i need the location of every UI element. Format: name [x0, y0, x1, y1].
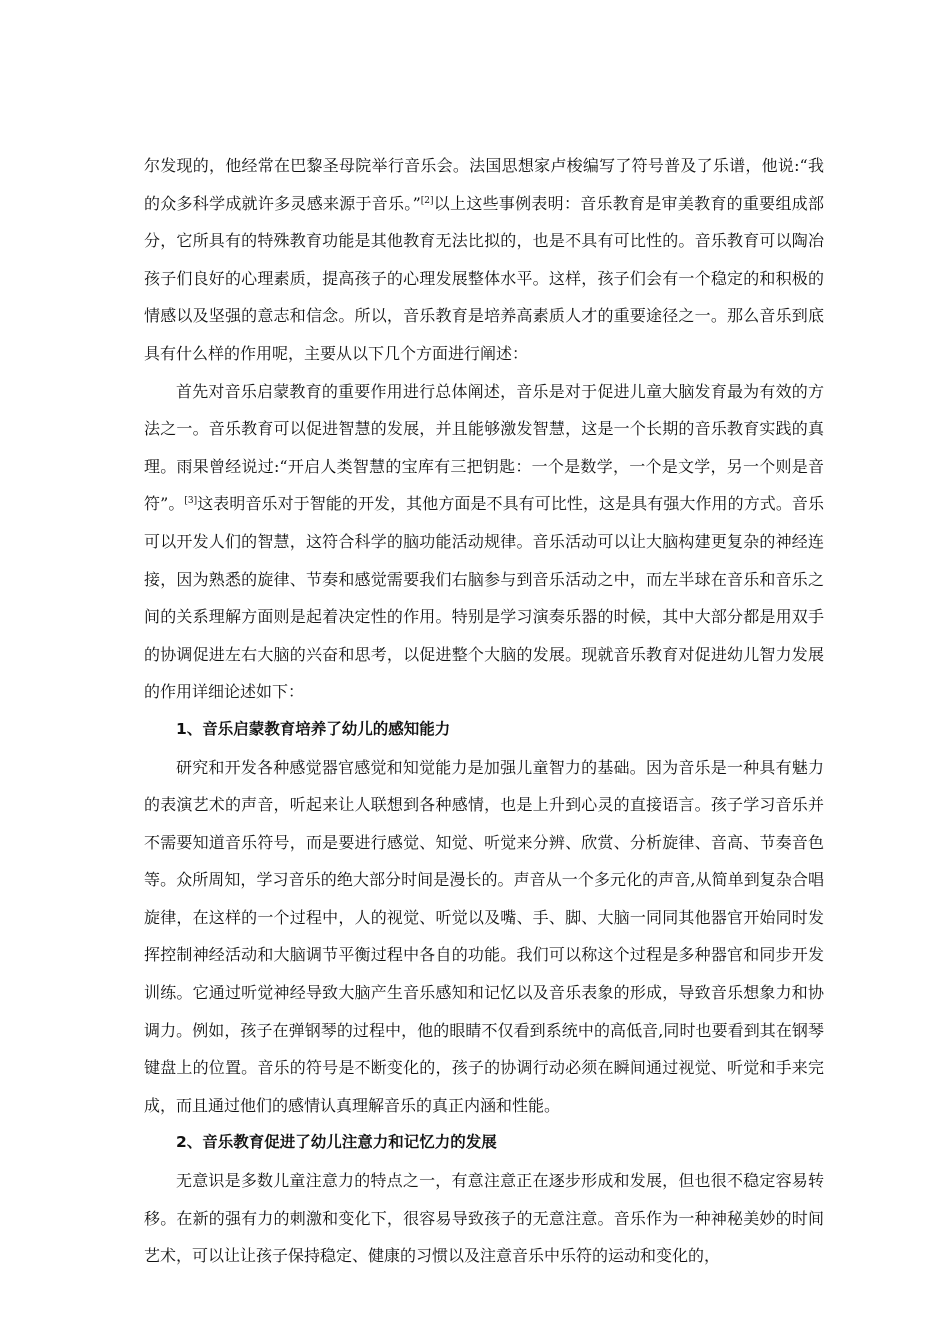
- section-heading: 2、音乐教育促进了幼儿注意力和记忆力的发展: [176, 1133, 497, 1152]
- body-paragraph: 无意识是多数儿童注意力的特点之一，有意注意正在逐步形成和发展，但也很不稳定容易转移。在新的强有力的刺激和变化下，很容易导致孩子的无意注意。音乐作为一种神秘美妙的时间艺术，可以让让孩子保持稳定、健康的习惯以及注意音乐中乐符的运动和变化的，: [144, 1171, 824, 1266]
- paragraph-text: 以上这些事例表明：音乐教育是审美教育的重要组成部分，它所具有的特殊教育功能是其他教育无法比拟的，也是不具有可比性的。音乐教育可以陶冶孩子们良好的心理素质，提高孩子的心理发展整体水平。这样，孩子们会有一个稳定的和积极的情感以及坚强的意志和信念。所以，音乐教育是培养高素质人才的重要途径之一。那么音乐到底具有什么样的作用呢，主要从以下几个方面进行阐述：: [144, 193, 824, 363]
- paragraph-text: 尔发现的，他经常在巴黎圣母院举行音乐会。法国思想家卢梭编写了符号普及了乐谱，他说:“我的众多科学成就许多灵感来源于音乐。”: [144, 156, 824, 213]
- citation-superscript: [2]: [420, 195, 434, 206]
- citation-superscript: [3]: [184, 496, 198, 507]
- document-body: [144, 147, 824, 1275]
- body-paragraph: [144, 373, 824, 711]
- body-paragraph: [144, 147, 824, 373]
- body-paragraph: 研究和开发各种感觉器官感觉和知觉能力是加强儿童智力的基础。因为音乐是一种具有魅力的表演艺术的声音，听起来让人联想到各种感情，也是上升到心灵的直接语言。孩子学习音乐并不需要知道音乐符号，而是要进行感觉、知觉、听觉来分辨、欣赏、分析旋律、音高、节奏音色等。众所周知，学习音乐的绝大部分时间是漫长的。声音从一个多元化的声音,从简单到复杂合唱旋律，在这样的一个过程中，人的视觉、听觉以及嘴、手、脚、大脑一同同其他器官开始同时发挥控制神经活动和大脑调节平衡过程中各自的功能。我们可以称这个过程是多种器官和同步开发训练。它通过听觉神经导致大脑产生音乐感知和记忆以及音乐表象的形成，导致音乐想象力和协调力。例如，孩子在弹钢琴的过程中，他的眼睛不仅看到系统中的高低音,同时也要看到其在钢琴键盘上的位置。音乐的符号是不断变化的，孩子的协调行动必须在瞬间通过视觉、听觉和手来完成，而且通过他们的感情认真理解音乐的真正内涵和性能。: [144, 757, 824, 1115]
- section-heading: 1、音乐启蒙教育培养了幼儿的感知能力: [176, 719, 451, 738]
- paragraph-text: 这表明音乐对于智能的开发，其他方面是不具有可比性，这是具有强大作用的方式。音乐可以开发人们的智慧，这符合科学的脑功能活动规律。音乐活动可以让大脑构建更复杂的神经连接，因为熟悉的旋律、节奏和感觉需要我们右脑参与到音乐活动之中，而左半球在音乐和音乐之间的关系理解方面则是起着决定性的作用。特别是学习演奏乐器的时候，其中大部分都是用双手的协调促进左右大脑的兴奋和思考，以促进整个大脑的发展。现就音乐教育对促进幼儿智力发展的作用详细论述如下：: [144, 494, 824, 702]
- paragraph-text: 首先对音乐启蒙教育的重要作用进行总体阐述，音乐是对于促进儿童大脑发育最为有效的方法之一。音乐教育可以促进智慧的发展，并且能够激发智慧，这是一个长期的音乐教育实践的真理。雨果曾经说过:“开启人类智慧的宝库有三把钥匙：一个是数学，一个是文学，另一个则是音符”。: [144, 381, 824, 514]
